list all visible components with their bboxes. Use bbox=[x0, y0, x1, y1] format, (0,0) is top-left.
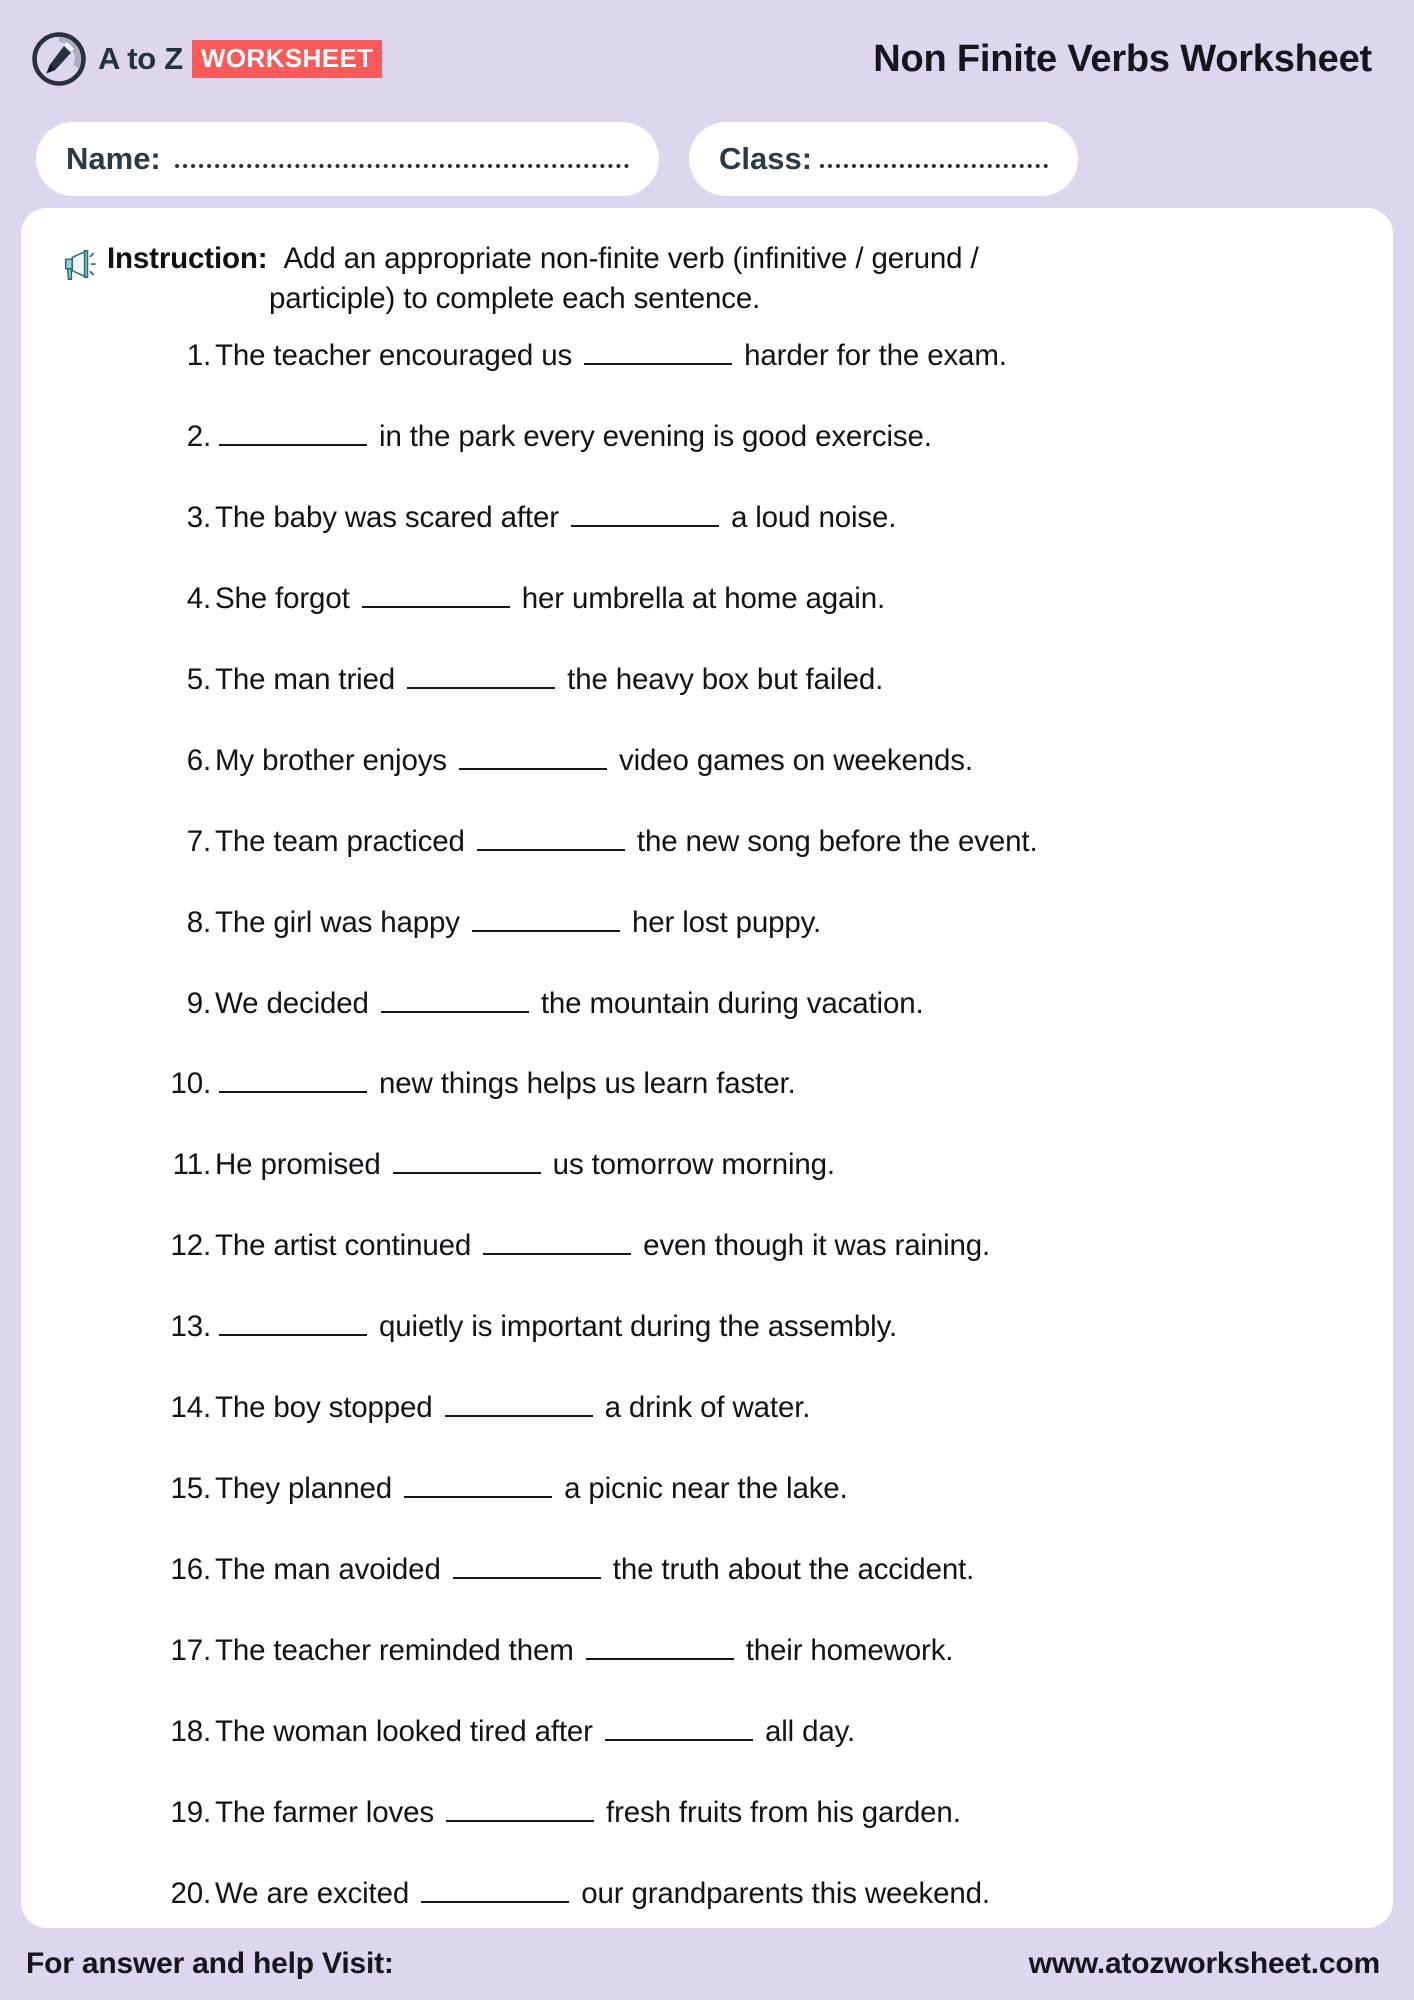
question-number: 8. bbox=[186, 905, 211, 939]
question-row bbox=[47, 1713, 1367, 1748]
question-number: 18. bbox=[170, 1715, 211, 1749]
question-text bbox=[215, 1146, 835, 1181]
question-row bbox=[47, 418, 1367, 453]
footer-help-text: For answer and help Visit: bbox=[26, 1947, 394, 1980]
question-number: 7. bbox=[186, 824, 211, 858]
question-text-after-blank: fresh fruits from his garden. bbox=[597, 1796, 961, 1830]
worksheet-card bbox=[21, 208, 1393, 1928]
question-number: 10. bbox=[170, 1067, 211, 1101]
question-text bbox=[215, 1632, 953, 1667]
question-row bbox=[47, 823, 1367, 858]
question-text bbox=[215, 1551, 974, 1586]
brand-tag: WORKSHEET bbox=[192, 40, 383, 78]
answer-blank[interactable] bbox=[605, 1713, 753, 1741]
question-row bbox=[47, 1470, 1367, 1505]
question-row bbox=[47, 742, 1367, 777]
instruction-line-2: participle) to complete each sentence. bbox=[269, 281, 761, 315]
answer-blank[interactable] bbox=[472, 904, 620, 932]
question-row bbox=[47, 1632, 1367, 1667]
question-text-after-blank: in the park every evening is good exercise. bbox=[371, 419, 932, 453]
question-text bbox=[215, 337, 1007, 372]
question-text-before-blank: We are excited bbox=[215, 1877, 410, 1910]
answer-blank[interactable] bbox=[404, 1470, 552, 1498]
name-input-line[interactable] bbox=[175, 164, 629, 168]
question-row bbox=[47, 1065, 1367, 1100]
question-text-before-blank: The team practiced bbox=[215, 824, 465, 858]
question-text-before-blank: The girl was happy bbox=[215, 905, 460, 939]
page-header bbox=[0, 0, 1414, 118]
page-footer bbox=[0, 1928, 1414, 2000]
question-row bbox=[47, 499, 1367, 534]
instruction-block bbox=[47, 240, 1367, 319]
question-text-before-blank: They planned bbox=[215, 1472, 392, 1506]
question-text-before-blank: The teacher encouraged us bbox=[215, 338, 573, 372]
question-text-before-blank: She forgot bbox=[215, 581, 350, 615]
answer-blank[interactable] bbox=[407, 661, 555, 689]
question-text-after-blank: new things helps us learn faster. bbox=[371, 1067, 796, 1101]
class-label: Class: bbox=[719, 141, 813, 176]
question-text-after-blank: all day. bbox=[756, 1715, 856, 1749]
question-row bbox=[47, 1875, 1367, 1910]
question-row bbox=[47, 904, 1367, 939]
instruction-label: Instruction: bbox=[107, 242, 268, 275]
answer-blank[interactable] bbox=[586, 1632, 734, 1660]
student-info-row bbox=[0, 118, 1414, 200]
question-row bbox=[47, 1227, 1367, 1262]
instruction-text-wrapper bbox=[107, 240, 979, 319]
answer-blank[interactable] bbox=[421, 1875, 569, 1903]
answer-blank[interactable] bbox=[483, 1227, 631, 1255]
question-text bbox=[215, 1065, 796, 1100]
brand-wordmark bbox=[98, 40, 382, 78]
question-row bbox=[47, 337, 1367, 372]
answer-blank[interactable] bbox=[381, 985, 529, 1013]
question-text-after-blank: the new song before the event. bbox=[628, 824, 1038, 858]
question-text bbox=[215, 1875, 990, 1910]
question-number: 1. bbox=[186, 338, 211, 372]
name-label: Name: bbox=[66, 141, 161, 176]
answer-blank[interactable] bbox=[219, 1065, 367, 1093]
question-text bbox=[215, 1470, 848, 1505]
question-row bbox=[47, 1146, 1367, 1181]
answer-blank[interactable] bbox=[453, 1551, 601, 1579]
question-text-after-blank: a loud noise. bbox=[722, 500, 897, 534]
question-text bbox=[215, 1227, 990, 1262]
question-number: 15. bbox=[170, 1472, 211, 1506]
question-text bbox=[215, 661, 883, 696]
question-text bbox=[215, 742, 973, 777]
question-number: 13. bbox=[170, 1310, 211, 1344]
question-text-before-blank: The baby was scared after bbox=[215, 500, 559, 534]
question-row bbox=[47, 580, 1367, 615]
question-text-before-blank: He promised bbox=[215, 1148, 381, 1182]
class-input-line[interactable] bbox=[820, 164, 1048, 168]
answer-blank[interactable] bbox=[584, 337, 732, 365]
pen-circle-logo-icon bbox=[30, 30, 88, 88]
question-text bbox=[215, 1389, 810, 1424]
question-number: 14. bbox=[170, 1391, 211, 1425]
question-text-before-blank: My brother enjoys bbox=[215, 743, 447, 777]
question-row bbox=[47, 1551, 1367, 1586]
question-text-after-blank: the mountain during vacation. bbox=[532, 986, 924, 1020]
brand-logo bbox=[30, 30, 382, 88]
question-number: 9. bbox=[186, 986, 211, 1020]
answer-blank[interactable] bbox=[362, 580, 510, 608]
question-text bbox=[215, 499, 896, 534]
question-text-after-blank: a drink of water. bbox=[596, 1391, 811, 1425]
megaphone-icon bbox=[59, 246, 97, 284]
question-row bbox=[47, 985, 1367, 1020]
question-number: 19. bbox=[170, 1796, 211, 1830]
question-text-after-blank: the heavy box but failed. bbox=[559, 662, 884, 696]
question-text bbox=[215, 580, 885, 615]
question-number: 4. bbox=[186, 581, 211, 615]
answer-blank[interactable] bbox=[571, 499, 719, 527]
question-number: 20. bbox=[170, 1877, 211, 1910]
answer-blank[interactable] bbox=[445, 1389, 593, 1417]
question-number: 11. bbox=[172, 1148, 211, 1182]
question-text-after-blank: our grandparents this weekend. bbox=[573, 1877, 990, 1910]
question-text bbox=[215, 823, 1038, 858]
question-text-after-blank: her umbrella at home again. bbox=[513, 581, 885, 615]
question-row bbox=[47, 661, 1367, 696]
question-text bbox=[215, 418, 932, 453]
question-text-before-blank: The boy stopped bbox=[215, 1391, 433, 1425]
question-number: 16. bbox=[170, 1553, 211, 1587]
question-row bbox=[47, 1389, 1367, 1424]
question-text-after-blank: video games on weekends. bbox=[610, 743, 973, 777]
question-text-after-blank: quietly is important during the assembly. bbox=[371, 1310, 898, 1344]
answer-blank[interactable] bbox=[393, 1146, 541, 1174]
answer-blank[interactable] bbox=[477, 823, 625, 851]
footer-website-link[interactable]: www.atozworksheet.com bbox=[1028, 1947, 1380, 1980]
question-text bbox=[215, 1308, 897, 1343]
name-field[interactable] bbox=[36, 122, 659, 196]
question-text-after-blank: us tomorrow morning. bbox=[544, 1148, 835, 1182]
question-text-after-blank: a picnic near the lake. bbox=[556, 1472, 848, 1506]
answer-blank[interactable] bbox=[459, 742, 607, 770]
question-list bbox=[47, 329, 1367, 1914]
question-text-after-blank: their homework. bbox=[737, 1634, 954, 1668]
question-number: 6. bbox=[186, 743, 211, 777]
class-field[interactable] bbox=[689, 122, 1078, 196]
question-text bbox=[215, 985, 924, 1020]
question-text bbox=[215, 1794, 961, 1829]
answer-blank[interactable] bbox=[446, 1794, 594, 1822]
question-row bbox=[47, 1794, 1367, 1829]
answer-blank[interactable] bbox=[219, 1308, 367, 1336]
question-text-after-blank: her lost puppy. bbox=[623, 905, 822, 939]
question-text-before-blank: The farmer loves bbox=[215, 1796, 434, 1830]
question-text-before-blank: The woman looked tired after bbox=[215, 1715, 593, 1749]
question-text-before-blank: The man tried bbox=[215, 662, 396, 696]
answer-blank[interactable] bbox=[219, 418, 367, 446]
page-title: Non Finite Verbs Worksheet bbox=[873, 37, 1372, 80]
question-text-after-blank: even though it was raining. bbox=[635, 1229, 991, 1263]
question-text-before-blank: The man avoided bbox=[215, 1553, 441, 1587]
question-text-before-blank: The teacher reminded them bbox=[215, 1634, 574, 1668]
question-text bbox=[215, 1713, 855, 1748]
question-text-after-blank: harder for the exam. bbox=[736, 338, 1007, 372]
question-text-after-blank: the truth about the accident. bbox=[604, 1553, 975, 1587]
question-text bbox=[215, 904, 821, 939]
brand-name: A to Z bbox=[98, 41, 183, 76]
question-number: 3. bbox=[186, 500, 211, 534]
question-row bbox=[47, 1308, 1367, 1343]
question-number: 5. bbox=[186, 662, 211, 696]
instruction-line-1: Add an appropriate non-finite verb (infinitive / gerund / bbox=[283, 242, 979, 275]
question-number: 17. bbox=[170, 1634, 211, 1668]
question-text-before-blank: The artist continued bbox=[215, 1229, 472, 1263]
question-text-before-blank: We decided bbox=[215, 986, 369, 1020]
question-number: 12. bbox=[170, 1229, 211, 1263]
question-number: 2. bbox=[186, 419, 211, 453]
